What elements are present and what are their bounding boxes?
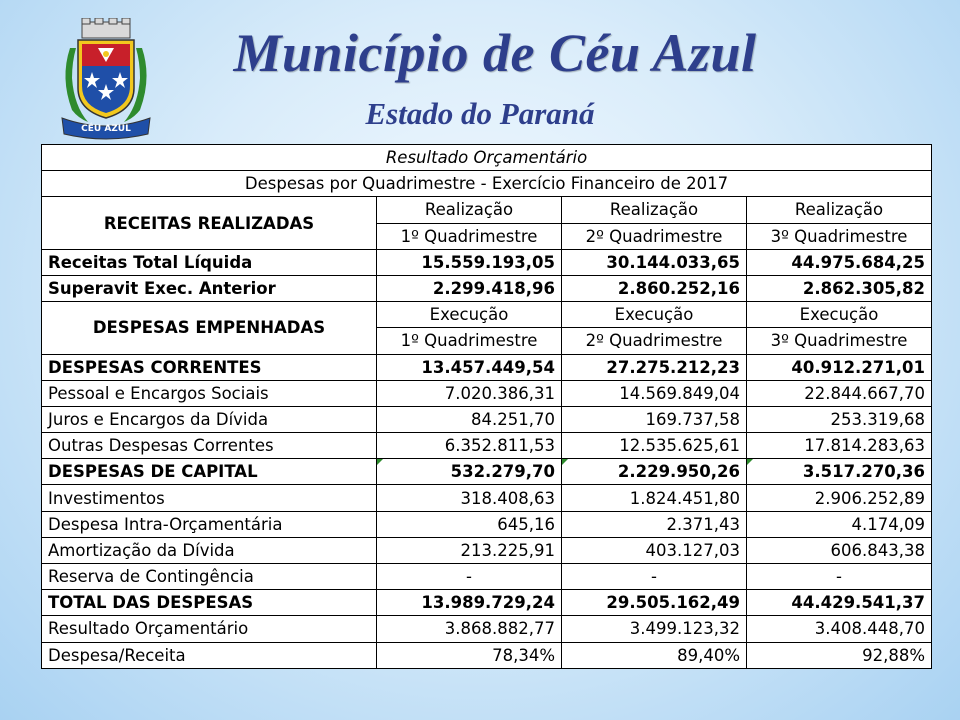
row-value: 84.251,70 — [377, 406, 562, 432]
col-header-bottom: 1º Quadrimestre — [377, 328, 562, 354]
row-label: Amortização da Dívida — [42, 537, 377, 563]
table-row — [42, 485, 932, 511]
col-header-top: Execução — [562, 302, 747, 328]
table-row — [42, 406, 932, 432]
row-label: Pessoal e Encargos Sociais — [42, 380, 377, 406]
table-row — [42, 590, 932, 616]
table-row — [42, 564, 932, 590]
row-value: 40.912.271,01 — [747, 354, 932, 380]
row-value: 44.429.541,37 — [747, 590, 932, 616]
row-label: Resultado Orçamentário — [42, 616, 377, 642]
row-value: 6.352.811,53 — [377, 433, 562, 459]
row-label: Superavit Exec. Anterior — [42, 275, 377, 301]
table-row — [42, 616, 932, 642]
row-label: Juros e Encargos da Dívida — [42, 406, 377, 432]
row-label: DESPESAS DE CAPITAL — [42, 459, 377, 485]
row-value: 12.535.625,61 — [562, 433, 747, 459]
row-value: 44.975.684,25 — [747, 249, 932, 275]
page-subtitle: Estado do Paraná — [365, 96, 595, 131]
municipal-crest — [58, 18, 154, 140]
table-row — [42, 511, 932, 537]
table-row — [42, 642, 932, 668]
row-value: 78,34% — [377, 642, 562, 668]
table-title: Resultado Orçamentário — [42, 145, 932, 171]
row-value: 2.371,43 — [562, 511, 747, 537]
row-value: 89,40% — [562, 642, 747, 668]
row-value: 2.229.950,26 — [562, 459, 747, 485]
col-header-bottom: 3º Quadrimestre — [747, 223, 932, 249]
row-value: 2.299.418,96 — [377, 275, 562, 301]
col-header-bottom: 1º Quadrimestre — [377, 223, 562, 249]
row-value: 253.319,68 — [747, 406, 932, 432]
row-value: 3.499.123,32 — [562, 616, 747, 642]
table-row — [42, 380, 932, 406]
row-value: 29.505.162,49 — [562, 590, 747, 616]
table-body — [42, 145, 932, 669]
row-value: 169.737,58 — [562, 406, 747, 432]
crest-ribbon-label: CÉU AZUL — [81, 124, 131, 134]
table-subtitle-row — [42, 171, 932, 197]
row-value: 606.843,38 — [747, 537, 932, 563]
receitas-header-row — [42, 197, 932, 223]
col-header-top: Realização — [377, 197, 562, 223]
row-value: 645,16 — [377, 511, 562, 537]
despesas-header-label: DESPESAS EMPENHADAS — [42, 302, 377, 354]
row-value: - — [747, 564, 932, 590]
col-header-top: Realização — [562, 197, 747, 223]
row-label: Despesa/Receita — [42, 642, 377, 668]
table-row — [42, 537, 932, 563]
despesas-header-row — [42, 302, 932, 328]
row-value: 3.517.270,36 — [747, 459, 932, 485]
row-value: 532.279,70 — [377, 459, 562, 485]
row-value: 213.225,91 — [377, 537, 562, 563]
row-value: 13.989.729,24 — [377, 590, 562, 616]
budget-result-table — [41, 144, 932, 669]
row-value: 2.862.305,82 — [747, 275, 932, 301]
col-header-top: Realização — [747, 197, 932, 223]
table-row — [42, 249, 932, 275]
row-value: - — [562, 564, 747, 590]
row-value: 1.824.451,80 — [562, 485, 747, 511]
row-label: Investimentos — [42, 485, 377, 511]
row-value: 13.457.449,54 — [377, 354, 562, 380]
row-value: 30.144.033,65 — [562, 249, 747, 275]
col-header-bottom: 2º Quadrimestre — [562, 223, 747, 249]
row-label: Outras Despesas Correntes — [42, 433, 377, 459]
page-title: Município de Céu Azul — [233, 23, 757, 83]
row-label: Receitas Total Líquida — [42, 249, 377, 275]
table-row — [42, 433, 932, 459]
row-label: Reserva de Contingência — [42, 564, 377, 590]
row-value: 3.868.882,77 — [377, 616, 562, 642]
row-value: 4.174,09 — [747, 511, 932, 537]
row-value: 2.860.252,16 — [562, 275, 747, 301]
col-header-top: Execução — [377, 302, 562, 328]
table-subtitle: Despesas por Quadrimestre - Exercício Financeiro de 2017 — [42, 171, 932, 197]
row-value: 318.408,63 — [377, 485, 562, 511]
row-value: 27.275.212,23 — [562, 354, 747, 380]
row-value: 3.408.448,70 — [747, 616, 932, 642]
row-label: DESPESAS CORRENTES — [42, 354, 377, 380]
row-value: 22.844.667,70 — [747, 380, 932, 406]
row-label: Despesa Intra-Orçamentária — [42, 511, 377, 537]
col-header-bottom: 3º Quadrimestre — [747, 328, 932, 354]
row-label: TOTAL DAS DESPESAS — [42, 590, 377, 616]
table-title-row — [42, 145, 932, 171]
row-value: 15.559.193,05 — [377, 249, 562, 275]
receitas-header-label: RECEITAS REALIZADAS — [42, 197, 377, 249]
row-value: 7.020.386,31 — [377, 380, 562, 406]
col-header-bottom: 2º Quadrimestre — [562, 328, 747, 354]
table-row — [42, 354, 932, 380]
row-value: 17.814.283,63 — [747, 433, 932, 459]
table-row — [42, 459, 932, 485]
col-header-top: Execução — [747, 302, 932, 328]
row-value: 14.569.849,04 — [562, 380, 747, 406]
row-value: 2.906.252,89 — [747, 485, 932, 511]
row-value: - — [377, 564, 562, 590]
row-value: 403.127,03 — [562, 537, 747, 563]
table-row — [42, 275, 932, 301]
row-value: 92,88% — [747, 642, 932, 668]
